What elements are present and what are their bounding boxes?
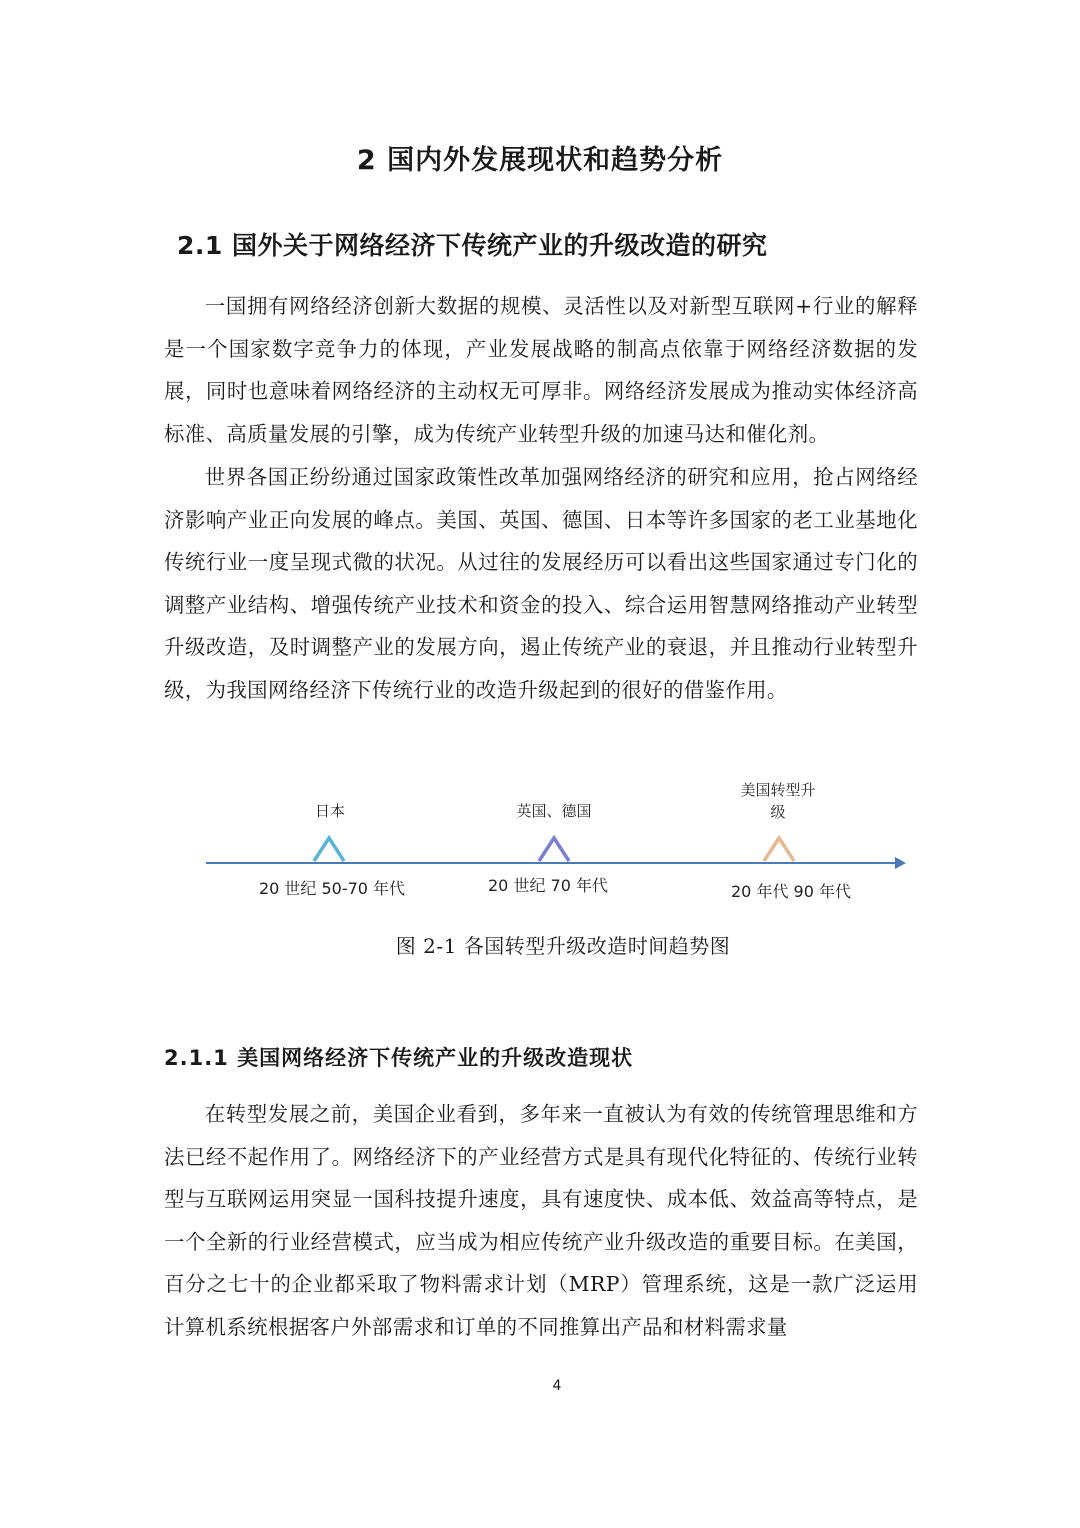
milestone-label-uk-germany: 英国、德国 xyxy=(516,802,592,820)
milestone-marker-usa xyxy=(764,838,794,861)
milestone-date-japan: 20 世纪 50-70 年代 xyxy=(258,879,406,898)
milestone-date-uk-germany: 20 世纪 70 年代 xyxy=(488,876,608,895)
timeline-arrow-head xyxy=(895,857,906,869)
milestone-marker-uk-germany xyxy=(539,838,569,861)
timeline-figure xyxy=(190,770,920,910)
page-number: 4 xyxy=(552,1378,562,1394)
body-paragraph: 世界各国正纷纷通过国家政策性改革加强网络经济的研究和应用，抢占网络经济影响产业正向发展的峰点。美国、英国、德国、日本等许多国家的老工业基地化传统行业一度呈现式微的状况。从过往的发展经历可以看出这些国家通过专门化的调整产业结构、增强传统产业技术和资金的投入、综合运用智慧网络推动产业转型升级改造，及时调整产业的发展方向，遏止传统产业的衰退，并且推动行业转型升级，为我国网络经济下传统行业的改造升级起到的很好的借鉴作用。 xyxy=(164,465,918,702)
milestone-date-usa: 20 年代 90 年代 xyxy=(731,882,851,901)
milestone-label-usa-line1: 美国转型升 xyxy=(740,781,816,799)
subsection-heading: 2.1.1 美国网络经济下传统产业的升级改造现状 xyxy=(164,1046,634,1070)
milestone-marker-japan xyxy=(314,838,344,861)
chapter-heading: 2 国内外发展现状和趋势分析 xyxy=(356,145,724,176)
body-paragraph: 一国拥有网络经济创新大数据的规模、灵活性以及对新型互联网+行业的解释是一个国家数字竞争力的体现，产业发展战略的制高点依靠于网络经济数据的发展，同时也意味着网络经济的主动权无可厚非。网络经济发展成为推动实体经济高标准、高质量发展的引擎，成为传统产业转型升级的加速马达和催化剂。 xyxy=(164,294,918,446)
milestone-label-japan: 日本 xyxy=(314,802,346,820)
milestone-label-usa-line2: 级 xyxy=(770,803,786,821)
figure-caption: 图 2-1 各国转型升级改造时间趋势图 xyxy=(395,934,731,958)
body-paragraph: 在转型发展之前，美国企业看到，多年来一直被认为有效的传统管理思维和方法已经不起作用了。网络经济下的产业经营方式是具有现代化特征的、传统行业转型与互联网运用突显一国科技提升速度，具有速度快、成本低、效益高等特点，是一个全新的行业经营模式，应当成为相应传统产业升级改造的重要目标。在美国，百分之七十的企业都采取了物料需求计划（MRP）管理系统，这是一款广泛运用计算机系统根据客户外部需求和订单的不同推算出产品和材料需求量 xyxy=(164,1102,918,1339)
section-heading: 2.1 国外关于网络经济下传统产业的升级改造的研究 xyxy=(177,231,768,260)
